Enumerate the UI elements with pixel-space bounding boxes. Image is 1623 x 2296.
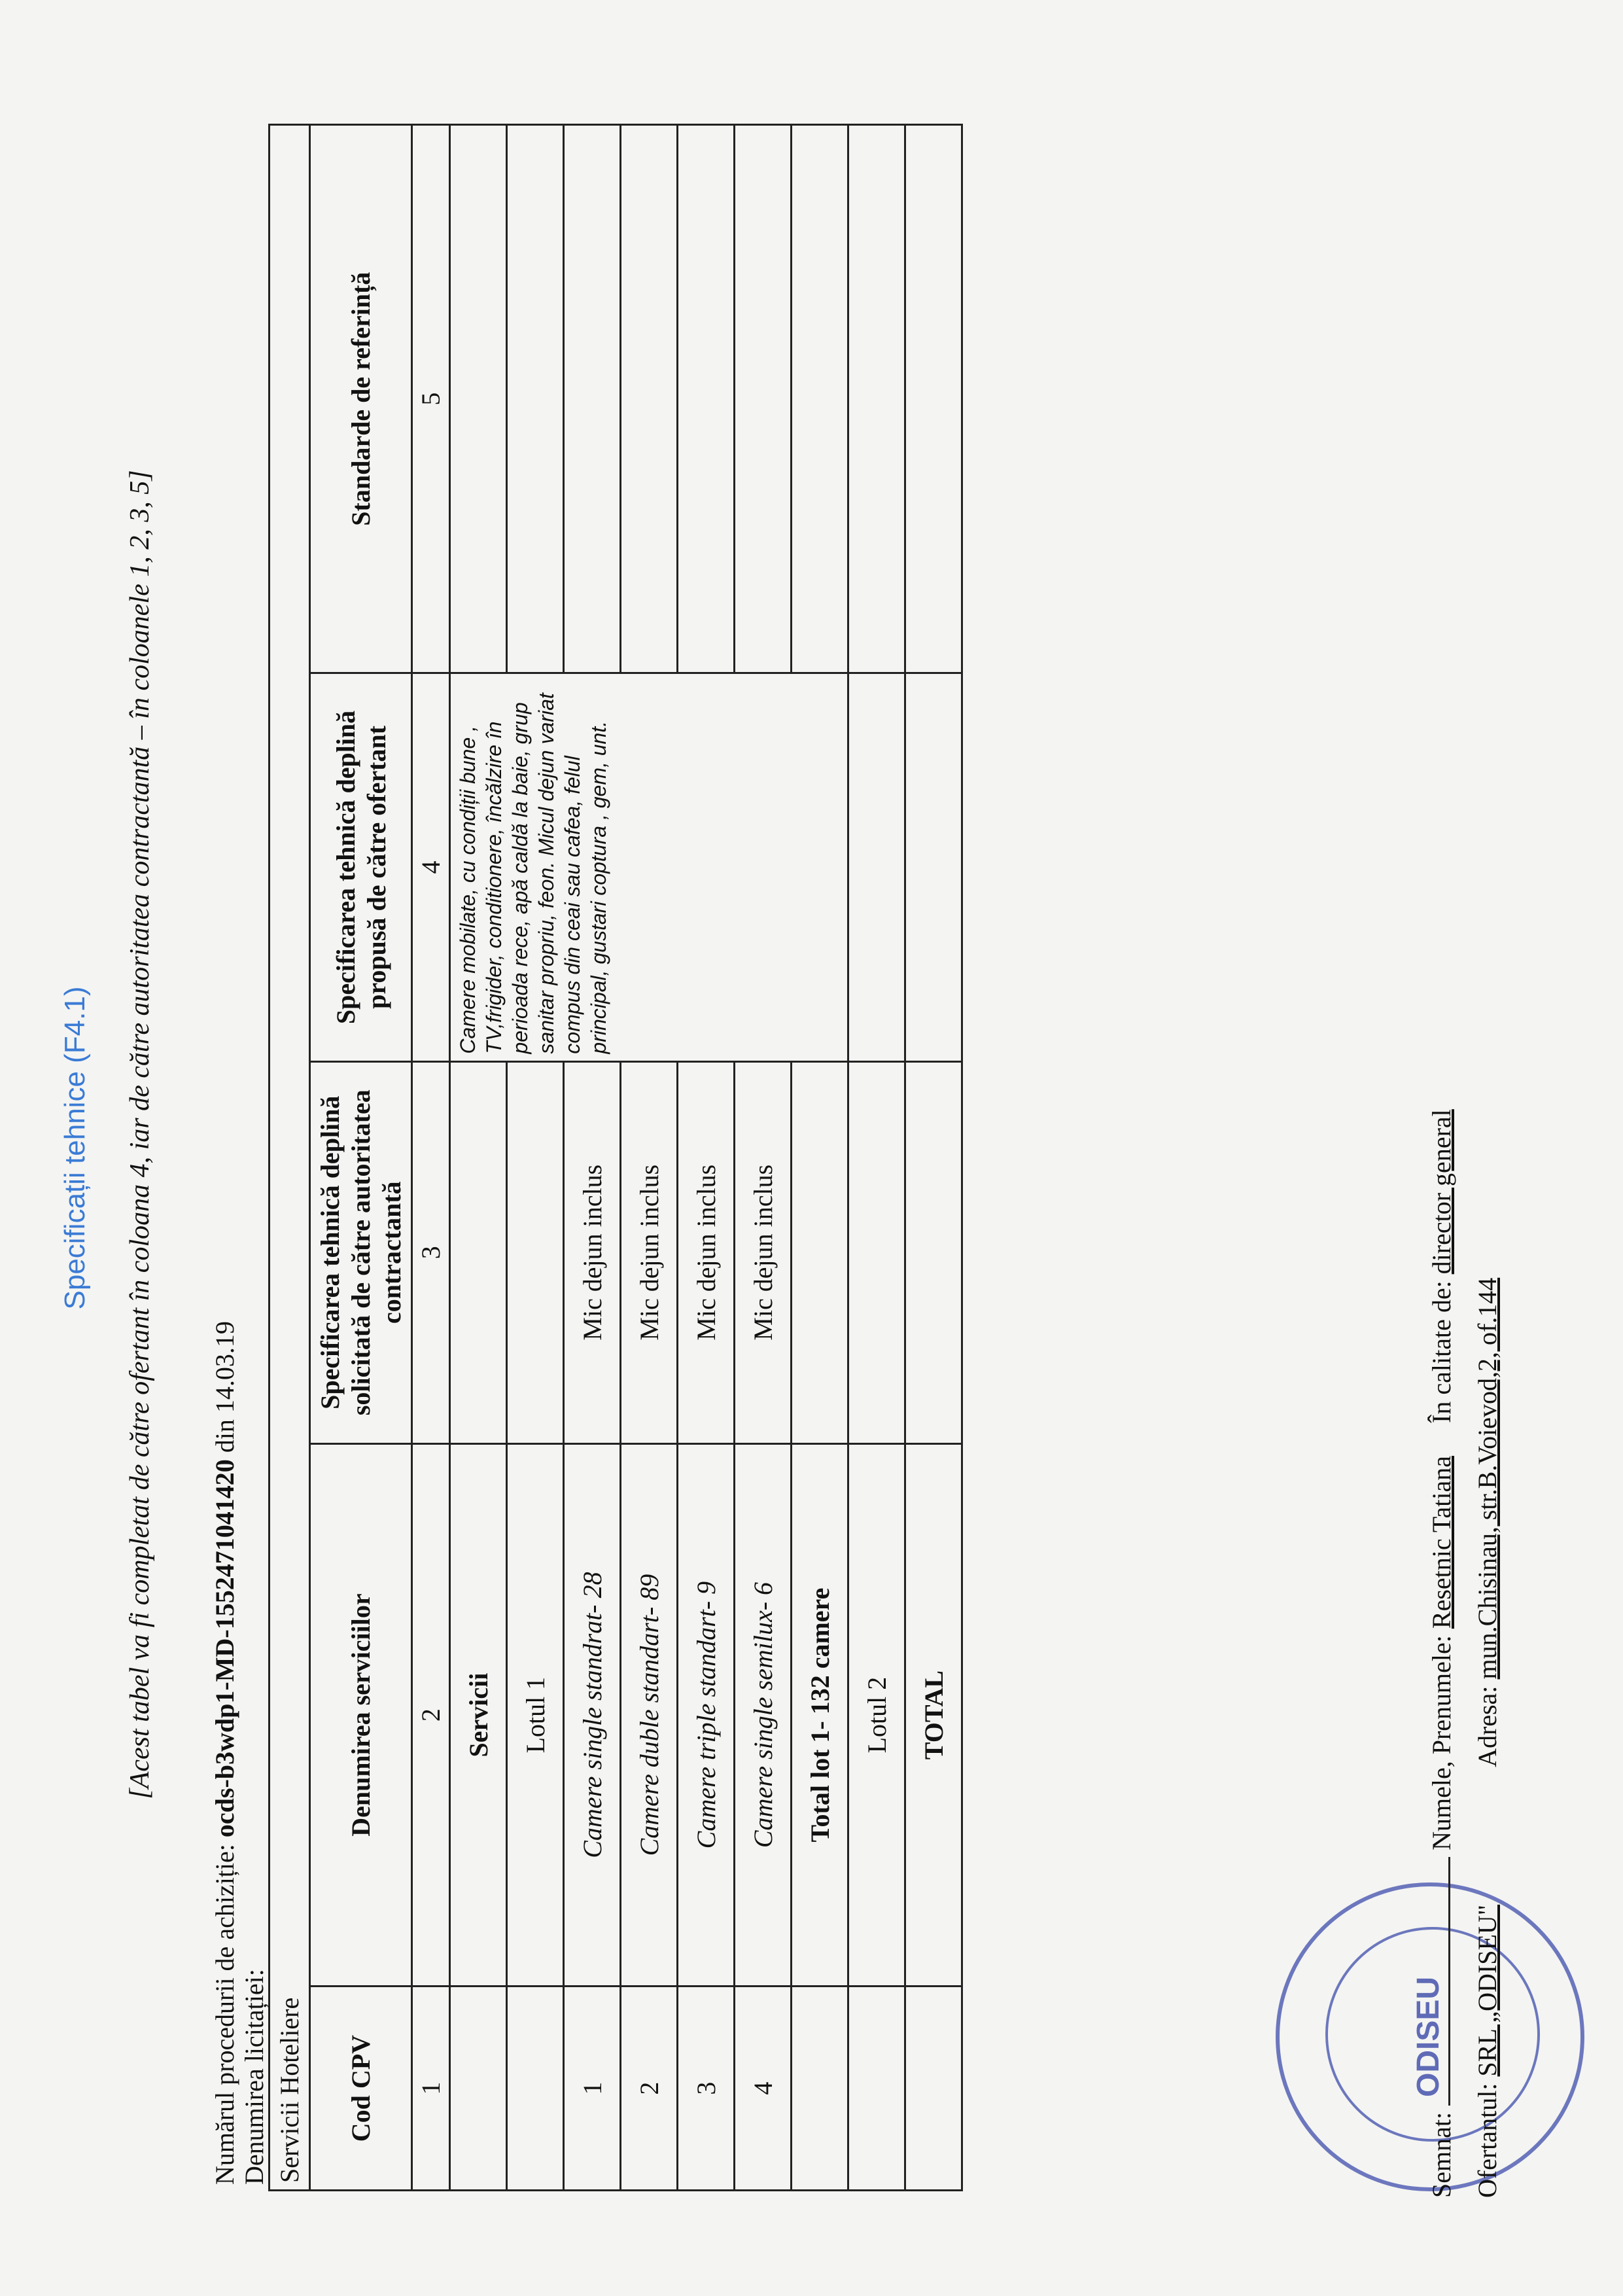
index-cell: 1 <box>412 1987 450 2191</box>
signer-role: director general <box>1427 1109 1456 1275</box>
index-cell: 3 <box>412 1061 450 1443</box>
total-lot1-label: Total lot 1- 132 camere <box>792 1443 848 1986</box>
header-services: Denumirea serviciilor <box>310 1443 412 1986</box>
cod-cell: 2 <box>621 1987 678 2191</box>
instructions-note: [Acest tabel va fi completat de către ofertant în coloana 4, iar de către autoritatea contractantă – în coloanele 1, 2, 3, 5] <box>125 470 155 1799</box>
header-requested-spec: Specificarea tehnică deplină solicitată de către autoritatea contractantă <box>310 1061 412 1443</box>
offerer-label: Ofertantul: <box>1473 2083 1502 2198</box>
requested-spec: Mic dejun inclus <box>564 1061 621 1443</box>
offered-spec-text: Camere mobilate, cu condiții bune , TV,frigider, conditionere, încălzire în perioada rece, apă caldă la baie, grup sanitar propriu, feon. Micul dejun variat compus din ceai sau cafea, felul principal, gustari coptura , gem, unt. <box>450 673 848 1061</box>
procedure-date: din 14.03.19 <box>210 1321 239 1453</box>
lot1-label: Lotul 1 <box>507 1443 564 1986</box>
cod-cell: 4 <box>735 1987 792 2191</box>
total-lot1-row <box>792 125 848 2191</box>
procedure-number: ocds-b3wdp1-MD-1552471041420 <box>210 1459 239 1838</box>
total-row <box>905 125 962 2191</box>
lot2-label: Lotul 2 <box>848 1443 905 1986</box>
requested-spec: Mic dejun inclus <box>621 1061 678 1443</box>
header-offered-spec: Specificarea tehnică deplină propusă de către ofertant <box>310 673 412 1061</box>
cod-cell: 3 <box>678 1987 735 2191</box>
offerer-line <box>1472 1278 1503 2198</box>
offerer-address: mun.Chisinau, str.B.Voievod,2, of.144 <box>1473 1277 1502 1680</box>
page-title: Specificații tehnice (F4.1) <box>59 986 91 1310</box>
index-row <box>412 125 450 2191</box>
tender-value-row <box>270 125 310 2191</box>
total-label: TOTAL <box>905 1443 962 1986</box>
signature-line <box>1426 1109 1457 2198</box>
signature-blank <box>1448 1857 1450 2106</box>
lot2-row <box>848 125 905 2191</box>
service-name: Camere single standrat- 28 <box>564 1443 621 1986</box>
address-label: Adresa: <box>1473 1686 1502 1767</box>
section-row <box>450 125 507 2191</box>
table-row <box>678 125 735 2191</box>
name-label: Numele, Prenumele: <box>1427 1635 1456 1850</box>
cod-cell: 1 <box>564 1987 621 2191</box>
role-label: În calitate de: <box>1427 1280 1456 1423</box>
specifications-table <box>268 124 963 2191</box>
table-row <box>564 125 621 2191</box>
service-name: Camere triple standart- 9 <box>678 1443 735 1986</box>
signed-label: Semnat: <box>1427 2111 1456 2198</box>
procedure-line <box>209 1321 240 2185</box>
tender-value: Servicii Hoteliere <box>270 125 310 2191</box>
header-standards: Standarde de referință <box>310 125 412 673</box>
tender-label: Denumirea licitației: <box>239 1969 269 2185</box>
table-row <box>621 125 678 2191</box>
procedure-label: Numărul procedurii de achiziție: <box>210 1844 239 2185</box>
offerer-name: SRL „ODISEU" <box>1473 1904 1502 2077</box>
index-cell: 5 <box>412 125 450 673</box>
header-cod-cpv: Cod CPV <box>310 1987 412 2191</box>
table-row <box>735 125 792 2191</box>
index-cell: 2 <box>412 1443 450 1986</box>
section-title: Servicii <box>450 1443 507 1986</box>
header-row <box>310 125 412 2191</box>
tender-name-block <box>239 1269 270 2185</box>
service-name: Camere single semilux- 6 <box>735 1443 792 1986</box>
lot1-row <box>507 125 564 2191</box>
signer-name: Resetnic Tatiana <box>1427 1455 1456 1629</box>
service-name: Camere duble standart- 89 <box>621 1443 678 1986</box>
requested-spec: Mic dejun inclus <box>678 1061 735 1443</box>
stamp-name: ODISEU <box>1411 1976 1446 2098</box>
requested-spec: Mic dejun inclus <box>735 1061 792 1443</box>
index-cell: 4 <box>412 673 450 1061</box>
